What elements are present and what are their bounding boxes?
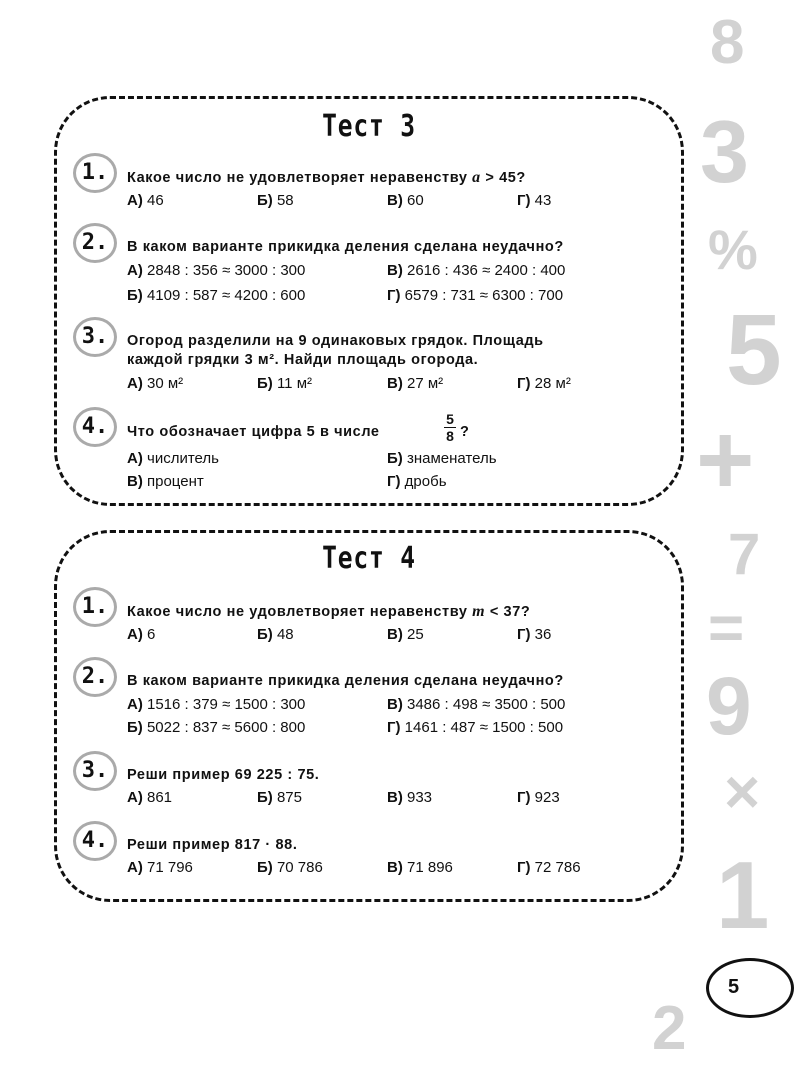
question-text: Какое число не удовлетворяет неравенству a > 45?: [127, 169, 526, 186]
question-text: Какое число не удовлетворяет неравенству m < 37?: [127, 603, 531, 620]
test-4-card: [54, 530, 684, 902]
decor-digit-7: 7: [728, 522, 761, 587]
answer-v[interactable]: В) 71 896: [387, 859, 453, 876]
decor-digit-5: 5: [726, 294, 782, 406]
decor-equals: =: [708, 594, 745, 663]
test-3-card: [54, 96, 684, 506]
decor-digit-1: 1: [716, 842, 770, 949]
page-number: 5: [728, 976, 740, 998]
answer-a[interactable]: А) 71 796: [127, 859, 193, 876]
question-number: 1.: [73, 153, 117, 193]
answer-g[interactable]: Г) 6579 : 731 ≈ 6300 : 700: [387, 287, 564, 304]
question-text: Что обозначает цифра 5 в числе: [127, 424, 380, 440]
answer-a[interactable]: А) 30 м²: [127, 375, 184, 392]
decor-digit-9: 9: [706, 661, 752, 752]
page-number-circle: [706, 958, 794, 1018]
answer-a[interactable]: А) 2848 : 356 ≈ 3000 : 300: [127, 262, 306, 279]
question-text: Огород разделили на 9 одинаковых грядок. Площадь: [127, 333, 544, 349]
answer-b[interactable]: Б) знаменатель: [387, 450, 497, 467]
answer-a[interactable]: А) 1516 : 379 ≈ 1500 : 300: [127, 696, 306, 713]
decor-digit-2: 2: [652, 994, 687, 1063]
decor-percent: %: [708, 218, 758, 281]
decor-plus: +: [696, 404, 755, 516]
decor-digit-3: 3: [700, 102, 749, 201]
test-4-title: Тест 4: [322, 541, 416, 576]
question-text: Реши пример 69 225 : 75.: [127, 767, 320, 783]
answer-b[interactable]: Б) 4109 : 587 ≈ 4200 : 600: [127, 287, 306, 304]
fraction: [444, 412, 456, 443]
question-number: 2.: [73, 223, 117, 263]
question-number: 3.: [73, 751, 117, 791]
question-number: 1.: [73, 587, 117, 627]
answer-b[interactable]: Б) 5022 : 837 ≈ 5600 : 800: [127, 719, 306, 736]
answer-a[interactable]: А) числитель: [127, 450, 219, 467]
answer-a[interactable]: А) 861: [127, 789, 173, 806]
answer-v[interactable]: В) 27 м²: [387, 375, 444, 392]
answer-g[interactable]: Г) 43: [517, 192, 552, 209]
decor-digit-8: 8: [710, 8, 745, 77]
question-number: 4.: [73, 821, 117, 861]
fraction-numerator: 5: [446, 411, 454, 427]
decor-times: ×: [724, 758, 761, 827]
question-number: 4.: [73, 407, 117, 447]
answer-v[interactable]: В) 60: [387, 192, 424, 209]
question-text-line-2: каждой грядки 3 м². Найди площадь огорода.: [127, 352, 479, 368]
question-text: В каком варианте прикидка деления сделана неудачно?: [127, 239, 564, 255]
question-mark: ?: [460, 424, 470, 440]
test-3-title: Тест 3: [322, 109, 416, 144]
answer-a[interactable]: А) 46: [127, 192, 164, 209]
answer-b[interactable]: Б) 58: [257, 192, 294, 209]
answer-g[interactable]: Г) дробь: [387, 473, 447, 490]
answer-a[interactable]: А) 6: [127, 626, 156, 643]
answer-b[interactable]: Б) 875: [257, 789, 302, 806]
answer-v[interactable]: В) 25: [387, 626, 424, 643]
question-number: 2.: [73, 657, 117, 697]
answer-v[interactable]: В) 933: [387, 789, 433, 806]
answer-v[interactable]: В) процент: [127, 473, 204, 490]
question-number: 3.: [73, 317, 117, 357]
answer-v[interactable]: В) 3486 : 498 ≈ 3500 : 500: [387, 696, 566, 713]
answer-g[interactable]: Г) 923: [517, 789, 560, 806]
answer-g[interactable]: Г) 72 786: [517, 859, 581, 876]
answer-b[interactable]: Б) 48: [257, 626, 294, 643]
answer-b[interactable]: Б) 11 м²: [257, 375, 312, 392]
answer-b[interactable]: Б) 70 786: [257, 859, 323, 876]
answer-g[interactable]: Г) 1461 : 487 ≈ 1500 : 500: [387, 719, 564, 736]
fraction-denominator: 8: [446, 428, 454, 444]
answer-v[interactable]: В) 2616 : 436 ≈ 2400 : 400: [387, 262, 566, 279]
answer-g[interactable]: Г) 28 м²: [517, 375, 571, 392]
question-text: В каком варианте прикидка деления сделана неудачно?: [127, 673, 564, 689]
question-text: Реши пример 817 · 88.: [127, 837, 298, 853]
answer-g[interactable]: Г) 36: [517, 626, 552, 643]
